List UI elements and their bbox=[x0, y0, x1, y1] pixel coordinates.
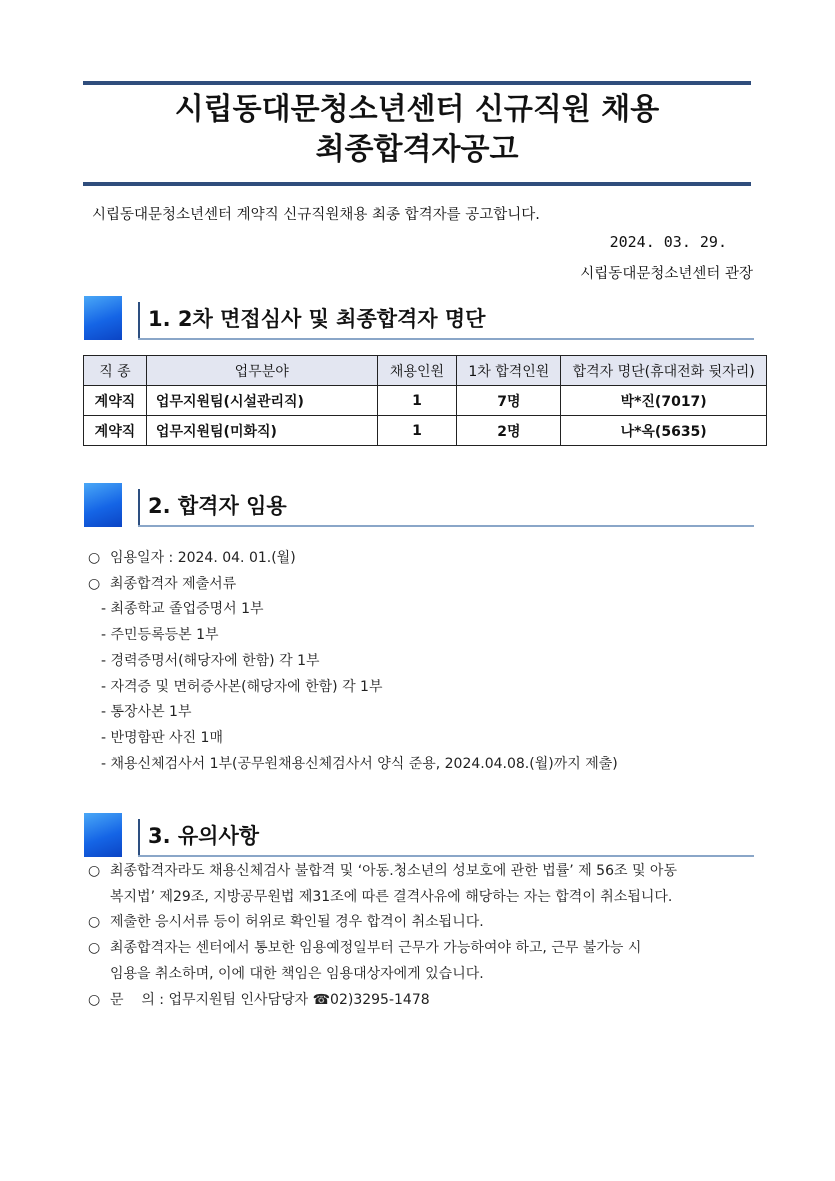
signature: 시립동대문청소년센터 관장 bbox=[580, 266, 753, 282]
header-bottom-rule bbox=[83, 182, 751, 186]
table-row bbox=[84, 386, 767, 416]
list-item: - 최종학교 졸업증명서 1부 bbox=[101, 601, 264, 618]
cell-hires: 1 bbox=[377, 386, 457, 416]
list-item: ○ 최종합격자는 센터에서 통보한 임용예정일부터 근무가 가능하여야 하고, 근무 불가능 시 bbox=[88, 936, 677, 962]
list-item: 복지법’ 제29조, 지방공무원법 제31조에 따른 결격사유에 해당하는 자는 합격이 취소됩니다. bbox=[110, 888, 673, 905]
list-item: ○ 최종합격자 제출서류 bbox=[88, 572, 618, 598]
cell-final-list: 나*옥(5635) bbox=[561, 416, 767, 446]
section3-header bbox=[84, 813, 754, 857]
cell-job-type: 계약직 bbox=[84, 416, 147, 446]
candidate-table bbox=[83, 355, 767, 446]
list-item: ○ 임용일자 : 2024. 04. 01.(월) bbox=[88, 546, 618, 572]
circle-bullet-icon: ○ bbox=[88, 940, 101, 957]
list-item: - 경력증명서(해당자에 한함) 각 1부 bbox=[101, 652, 320, 669]
circle-bullet-icon: ○ bbox=[88, 550, 101, 566]
section2-body bbox=[88, 546, 618, 777]
col-header-final-list: 합격자 명단(휴대전화 뒷자리) bbox=[561, 356, 767, 386]
list-item: 임용을 취소하며, 이에 대한 책임은 임용대상자에게 있습니다. bbox=[110, 965, 484, 982]
page-title-line2: 최종합격자공고 bbox=[315, 132, 519, 167]
col-header-work-area: 업무분야 bbox=[146, 356, 377, 386]
list-item: - 채용신체검사서 1부(공무원채용신체검사서 양식 준용, 2024.04.08.(월)까지 제출) bbox=[101, 755, 618, 772]
list-item: ○ 문 의 : 업무지원팀 인사담당자 ☎02)3295-1478 bbox=[88, 988, 677, 1014]
cell-first-pass: 2명 bbox=[457, 416, 561, 446]
table-row bbox=[84, 416, 767, 446]
circle-bullet-icon: ○ bbox=[88, 863, 101, 879]
col-header-hires: 채용인원 bbox=[377, 356, 457, 386]
notice-date: 2024. 03. 29. bbox=[609, 233, 727, 251]
section1-header bbox=[84, 296, 754, 340]
list-item: - 반명함판 사진 1매 bbox=[101, 729, 223, 746]
section1-title: 1. 2차 면접심사 및 최종합격자 명단 bbox=[148, 307, 486, 331]
cell-final-list: 박*진(7017) bbox=[561, 386, 767, 416]
cell-work-area: 업무지원팀(시설관리직) bbox=[146, 386, 377, 416]
section2-header bbox=[84, 483, 754, 527]
section-block-icon bbox=[84, 813, 122, 857]
col-header-job-type: 직 종 bbox=[84, 356, 147, 386]
circle-bullet-icon: ○ bbox=[88, 991, 101, 1008]
section3-title: 3. 유의사항 bbox=[148, 824, 260, 848]
circle-bullet-icon: ○ bbox=[88, 914, 101, 931]
table-header-row bbox=[84, 356, 767, 386]
cell-work-area: 업무지원팀(미화직) bbox=[146, 416, 377, 446]
section2-title: 2. 합격자 임용 bbox=[148, 494, 287, 518]
section3-body bbox=[88, 859, 677, 1013]
col-header-first-pass: 1차 합격인원 bbox=[457, 356, 561, 386]
header-top-rule bbox=[83, 81, 751, 85]
list-item: - 통장사본 1부 bbox=[101, 704, 192, 721]
section-block-icon bbox=[84, 483, 122, 527]
intro-text: 시립동대문청소년센터 계약직 신규직원채용 최종 합격자를 공고합니다. bbox=[92, 207, 540, 223]
page-title-line1: 시립동대문청소년센터 신규직원 채용 bbox=[174, 92, 660, 127]
list-item: - 자격증 및 면허증사본(해당자에 한함) 각 1부 bbox=[101, 678, 383, 695]
cell-hires: 1 bbox=[377, 416, 457, 446]
cell-first-pass: 7명 bbox=[457, 386, 561, 416]
cell-job-type: 계약직 bbox=[84, 386, 147, 416]
section-block-icon bbox=[84, 296, 122, 340]
circle-bullet-icon: ○ bbox=[88, 575, 101, 592]
list-item: ○ 제출한 응시서류 등이 허위로 확인될 경우 합격이 취소됩니다. bbox=[88, 910, 677, 936]
list-item: - 주민등록등본 1부 bbox=[101, 627, 219, 644]
list-item: ○ 최종합격자라도 채용신체검사 불합격 및 ‘아동.청소년의 성보호에 관한 법률’ 제 56조 및 아동 bbox=[88, 859, 677, 885]
